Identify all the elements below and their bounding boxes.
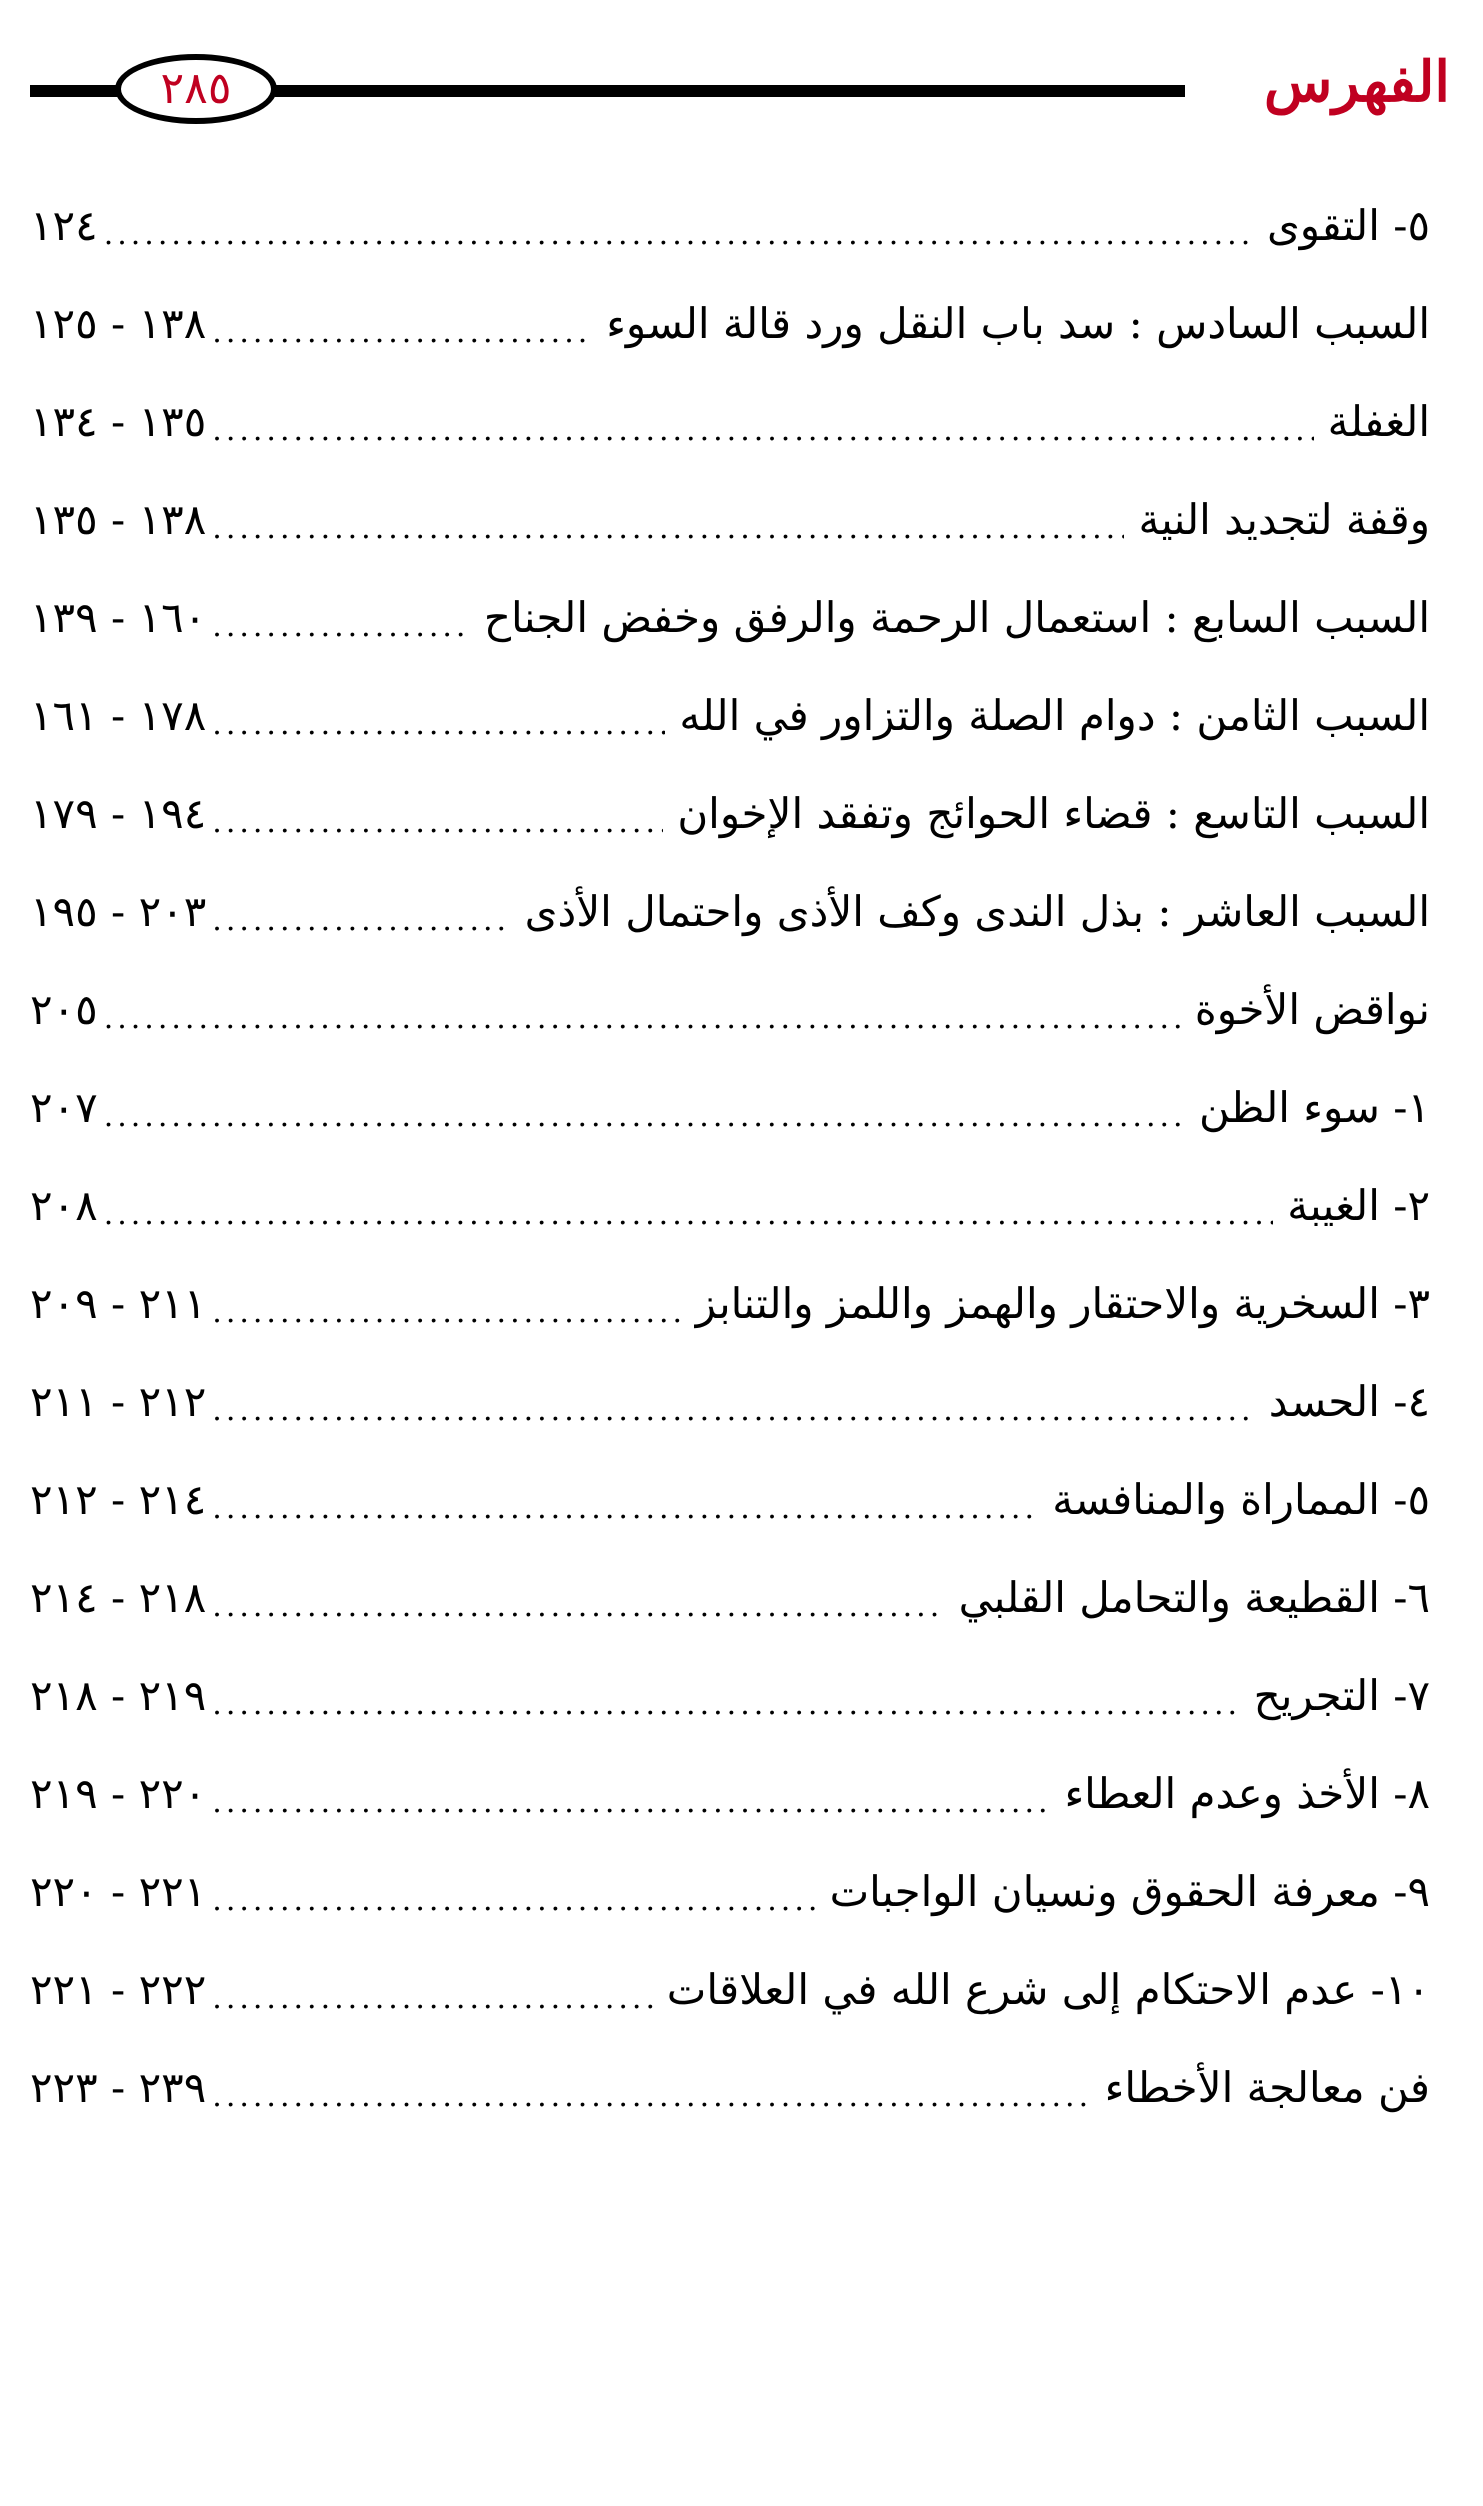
dot-leader [212,416,1313,446]
index-entry [30,274,1430,372]
header-rule-left [30,85,120,97]
entry-page-range: ٢١٤ - ٢١٢ [30,1474,207,1524]
entry-title: ٧- التجريح [1253,1670,1430,1720]
index-entry [30,1254,1430,1352]
entry-title: ٣- السخرية والاحتقار والهمز واللمز والتنابز [695,1278,1430,1328]
entry-page-range: ٢٠٨ [30,1180,98,1230]
entry-page-range: ٢١٢ - ٢١١ [30,1376,207,1426]
index-entry [30,1156,1430,1254]
dot-leader [104,220,1253,250]
dot-leader [212,1494,1038,1524]
entry-title: الغفلة [1327,396,1430,446]
index-entry [30,372,1430,470]
entry-page-range: ١٩٤ - ١٧٩ [30,788,207,838]
entry-title: ١- سوء الظن [1199,1082,1430,1132]
dot-leader [212,318,592,348]
entry-title: السبب التاسع : قضاء الحوائج وتفقد الإخوان [677,788,1430,838]
page-header [30,40,1450,130]
entry-title: ٦- القطيعة والتحامل القلبي [958,1572,1430,1622]
entry-page-range: ٢٣٩ - ٢٢٣ [30,2062,207,2112]
entry-title: ٩- معرفة الحقوق ونسيان الواجبات [829,1866,1430,1916]
index-entry [30,1744,1430,1842]
entry-title: السبب الثامن : دوام الصلة والتزاور في الله [679,690,1430,740]
dot-leader [212,514,1124,544]
dot-leader [212,1592,944,1622]
entry-title: ٢- الغيبة [1287,1180,1430,1230]
page-number: ٢٨٥ [160,63,232,114]
page-number-badge [115,54,277,124]
dot-leader [212,710,665,740]
index-entry [30,1646,1430,1744]
index-entry [30,1352,1430,1450]
entry-page-range: ٢١٨ - ٢١٤ [30,1572,207,1622]
dot-leader [212,1788,1050,1818]
entry-page-range: ١٣٨ - ١٣٥ [30,494,207,544]
dot-leader [212,1984,653,2014]
entry-title: ٨- الأخذ وعدم العطاء [1064,1768,1430,1818]
index-entry [30,470,1430,568]
entry-page-range: ٢١٩ - ٢١٨ [30,1670,207,1720]
dot-leader [212,1298,681,1328]
entry-title: فن معالجة الأخطاء [1104,2062,1430,2112]
entry-title: السبب السابع : استعمال الرحمة والرفق وخفض الجناح [483,592,1430,642]
entry-title: السبب السادس : سد باب النقل ورد قالة السوء [606,298,1430,348]
index-entry [30,1450,1430,1548]
entry-title: ٥- التقوى [1266,200,1430,250]
index-entry [30,1548,1430,1646]
index-entry [30,862,1430,960]
dot-leader [104,1200,1274,1230]
dot-leader [104,1004,1181,1034]
dot-leader [212,1690,1239,1720]
header-rule-right [275,85,1185,97]
index-entry [30,1940,1430,2038]
dot-leader [212,1396,1255,1426]
index-entry [30,568,1430,666]
entry-page-range: ٢١١ - ٢٠٩ [30,1278,207,1328]
index-entry [30,1842,1430,1940]
entry-title: السبب العاشر : بذل الندى وكف الأذى واحتمال الأذى [524,886,1430,936]
entry-page-range: ١٣٨ - ١٢٥ [30,298,207,348]
entry-title: ١٠- عدم الاحتكام إلى شرع الله في العلاقات [666,1964,1430,2014]
entry-page-range: ١٣٥ - ١٣٤ [30,396,207,446]
index-heading: الفهرس [1263,49,1450,115]
index-entry [30,176,1430,274]
entry-page-range: ٢٠٧ [30,1082,98,1132]
entry-page-range: ٢٠٥ [30,984,98,1034]
entry-page-range: ٢٢٠ - ٢١٩ [30,1768,207,1818]
entry-title: ٥- المماراة والمنافسة [1052,1474,1430,1524]
entry-page-range: ٢٠٣ - ١٩٥ [30,886,207,936]
dot-leader [212,1886,815,1916]
dot-leader [104,1102,1185,1132]
entry-title: ٤- الحسد [1268,1376,1430,1426]
index-entry [30,2038,1430,2136]
index-entry [30,764,1430,862]
entry-page-range: ١٧٨ - ١٦١ [30,690,207,740]
entry-page-range: ١٦٠ - ١٣٩ [30,592,207,642]
dot-leader [212,906,510,936]
entry-page-range: ٢٢٢ - ٢٢١ [30,1964,207,2014]
dot-leader [212,2082,1090,2112]
entry-title: نواقض الأخوة [1194,984,1430,1034]
index-entry [30,666,1430,764]
dot-leader [212,808,663,838]
entry-title: وقفة لتجديد النية [1138,494,1430,544]
index-list [30,176,1430,2136]
index-entry [30,1058,1430,1156]
index-entry [30,960,1430,1058]
entry-page-range: ٢٢١ - ٢٢٠ [30,1866,207,1916]
entry-page-range: ١٢٤ [30,200,98,250]
dot-leader [212,612,470,642]
